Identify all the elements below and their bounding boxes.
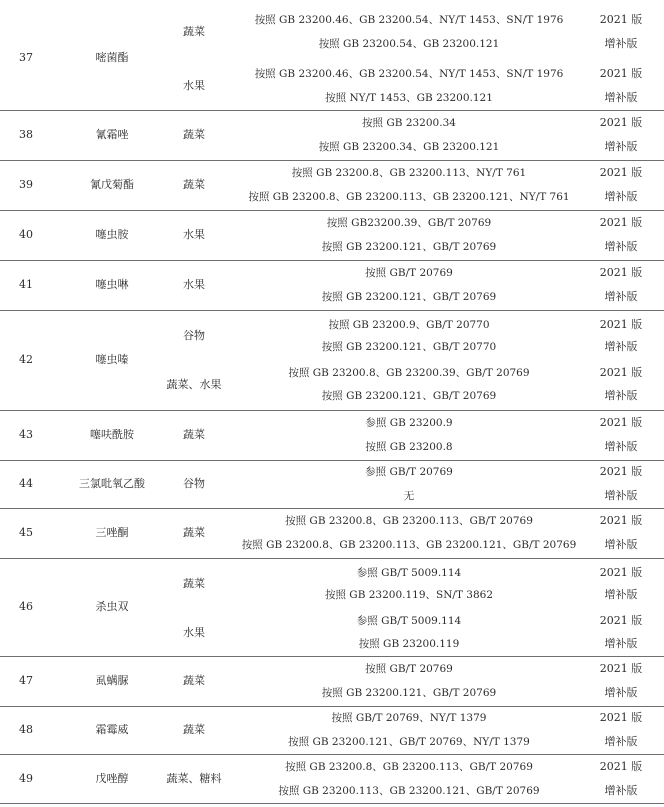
pesticide-name: 氰戊菊酯 — [90, 178, 134, 191]
test-method: 按照 GB/T 20769、NY/T 1379 — [331, 712, 487, 724]
test-method: 按照 GB 23200.113、GB 23200.121、GB/T 20769 — [278, 784, 540, 797]
version-label: 增补版 — [604, 489, 638, 502]
version-label: 增补版 — [604, 440, 638, 453]
pesticide-name: 虱螨脲 — [95, 674, 129, 687]
test-method: 无 — [403, 490, 415, 502]
pesticide-name: 噻呋酰胺 — [90, 428, 134, 441]
pesticide-name: 噻虫嗪 — [95, 353, 129, 366]
version-label: 2021 版 — [599, 116, 643, 129]
version-label: 增补版 — [604, 588, 638, 601]
test-method: 按照 GB/T 20769 — [365, 267, 453, 279]
row-divider — [0, 558, 664, 559]
food-category: 谷物 — [183, 477, 205, 490]
version-label: 增补版 — [604, 91, 638, 104]
test-method: 按照 GB 23200.9、GB/T 20770 — [328, 319, 490, 331]
row-number: 41 — [19, 278, 33, 291]
test-method: 参照 GB/T 5009.114 — [356, 615, 462, 627]
version-label: 增补版 — [604, 735, 638, 748]
row-divider — [0, 754, 664, 755]
test-method: 按照 GB 23200.121、GB/T 20769 — [321, 241, 497, 253]
version-label: 2021 版 — [599, 318, 643, 331]
version-label: 2021 版 — [599, 711, 643, 724]
row-divider — [0, 310, 664, 311]
row-divider — [0, 460, 664, 461]
test-method: 按照 GB 23200.121、GB/T 20769 — [321, 687, 497, 699]
test-method: 按照 GB 23200.119、SN/T 3862 — [324, 589, 494, 601]
row-number: 38 — [19, 128, 33, 141]
test-method: 按照 GB 23200.121、GB/T 20769 — [321, 291, 497, 303]
food-category: 谷物 — [183, 329, 205, 342]
test-method: 参照 GB/T 5009.114 — [356, 567, 462, 579]
test-method: 按照 GB 23200.34 — [362, 117, 456, 129]
row-divider — [0, 210, 664, 211]
row-divider — [0, 410, 664, 411]
food-category: 蔬菜 — [183, 178, 205, 191]
version-label: 2021 版 — [599, 216, 643, 229]
food-category: 水果 — [183, 79, 205, 92]
test-method: 按照 GB 23200.8、GB 23200.113、GB/T 20769 — [285, 760, 533, 773]
pesticide-name: 霜霉威 — [95, 723, 129, 736]
pesticide-name: 三氯吡氧乙酸 — [79, 477, 145, 490]
test-method: 按照 GB 23200.8、GB 23200.113、GB 23200.121、GB/T 20769 — [241, 539, 577, 551]
row-number: 47 — [19, 674, 33, 687]
food-category: 蔬菜 — [183, 723, 205, 736]
test-method: 按照 GB 23200.46、GB 23200.54、NY/T 1453、SN/T 1976 — [254, 14, 564, 26]
pesticide-name: 噻虫啉 — [95, 278, 129, 291]
version-label: 2021 版 — [599, 465, 643, 478]
pesticide-name: 噻虫胺 — [95, 228, 129, 241]
food-category: 蔬菜 — [183, 25, 205, 38]
food-category: 蔬菜 — [183, 128, 205, 141]
test-method: 按照 GB 23200.8、GB 23200.113、NY/T 761 — [291, 167, 527, 179]
test-method: 按照 GB 23200.8、GB 23200.39、GB/T 20769 — [288, 367, 530, 379]
row-number: 40 — [19, 228, 33, 241]
version-label: 2021 版 — [599, 614, 643, 627]
version-label: 增补版 — [604, 240, 638, 253]
food-category: 水果 — [183, 278, 205, 291]
pesticide-name: 戊唑醇 — [95, 771, 129, 785]
row-divider — [0, 508, 664, 509]
row-number: 44 — [19, 477, 33, 490]
test-method: 参照 GB 23200.9 — [365, 417, 453, 429]
version-label: 2021 版 — [599, 13, 643, 26]
version-label: 增补版 — [604, 290, 638, 303]
test-method: 按照 GB 23200.8 — [365, 441, 453, 453]
version-label: 增补版 — [604, 340, 638, 353]
row-number: 39 — [19, 178, 33, 191]
row-number: 46 — [19, 600, 33, 613]
version-label: 增补版 — [604, 538, 638, 551]
row-divider — [0, 656, 664, 657]
test-method: 按照 GB 23200.8、GB 23200.113、GB/T 20769 — [285, 515, 533, 527]
pesticide-name: 氰霜唑 — [95, 128, 129, 141]
version-label: 2021 版 — [599, 514, 643, 527]
row-divider — [0, 706, 664, 707]
test-method: 按照 NY/T 1453、GB 23200.121 — [325, 92, 493, 104]
test-method: 按照 GB 23200.119 — [358, 638, 460, 650]
food-category: 水果 — [183, 625, 205, 639]
version-label: 2021 版 — [599, 566, 643, 579]
version-label: 2021 版 — [599, 166, 643, 179]
version-label: 增补版 — [604, 389, 638, 402]
row-number: 49 — [19, 771, 33, 785]
version-label: 增补版 — [604, 637, 638, 650]
row-number: 45 — [19, 526, 33, 539]
version-label: 增补版 — [604, 37, 638, 50]
test-method: 按照 GB23200.39、GB/T 20769 — [326, 217, 492, 229]
food-category: 蔬菜、水果 — [166, 377, 222, 391]
version-label: 2021 版 — [599, 266, 643, 279]
version-label: 2021 版 — [599, 67, 643, 80]
version-label: 2021 版 — [599, 416, 643, 429]
version-label: 2021 版 — [599, 759, 643, 773]
test-method: 参照 GB/T 20769 — [365, 466, 453, 478]
food-category: 蔬菜 — [183, 577, 205, 590]
version-label: 2021 版 — [599, 662, 643, 675]
food-category: 水果 — [183, 228, 205, 241]
row-divider — [0, 110, 664, 111]
version-label: 增补版 — [604, 140, 638, 153]
food-category: 蔬菜 — [183, 674, 205, 687]
version-label: 增补版 — [604, 783, 638, 797]
row-number: 48 — [19, 723, 33, 736]
pesticide-name: 杀虫双 — [95, 600, 129, 613]
version-label: 2021 版 — [599, 366, 643, 379]
row-number: 43 — [19, 428, 33, 441]
version-label: 增补版 — [604, 190, 638, 203]
pesticide-name: 嘧菌酯 — [95, 51, 129, 64]
test-method: 按照 GB 23200.121、GB/T 20769、NY/T 1379 — [288, 736, 530, 748]
test-method: 按照 GB 23200.121、GB/T 20769 — [321, 390, 497, 402]
row-number: 37 — [19, 51, 33, 64]
row-number: 42 — [19, 353, 33, 366]
row-divider — [0, 260, 664, 261]
row-divider — [0, 160, 664, 161]
test-method: 按照 GB 23200.8、GB 23200.113、GB 23200.121、NY/T 761 — [248, 191, 570, 203]
test-method: 按照 GB/T 20769 — [365, 663, 453, 675]
row-divider — [0, 803, 664, 804]
pesticide-name: 三唑酮 — [95, 526, 129, 539]
test-method: 按照 GB 23200.54、GB 23200.121 — [318, 38, 500, 50]
version-label: 增补版 — [604, 686, 638, 699]
food-category: 蔬菜 — [183, 428, 205, 441]
test-method: 按照 GB 23200.34、GB 23200.121 — [318, 141, 500, 153]
food-category: 蔬菜、糖料 — [166, 771, 222, 785]
test-method: 按照 GB 23200.121、GB/T 20770 — [321, 341, 497, 353]
food-category: 蔬菜 — [183, 526, 205, 539]
test-method: 按照 GB 23200.46、GB 23200.54、NY/T 1453、SN/T 1976 — [254, 68, 564, 80]
